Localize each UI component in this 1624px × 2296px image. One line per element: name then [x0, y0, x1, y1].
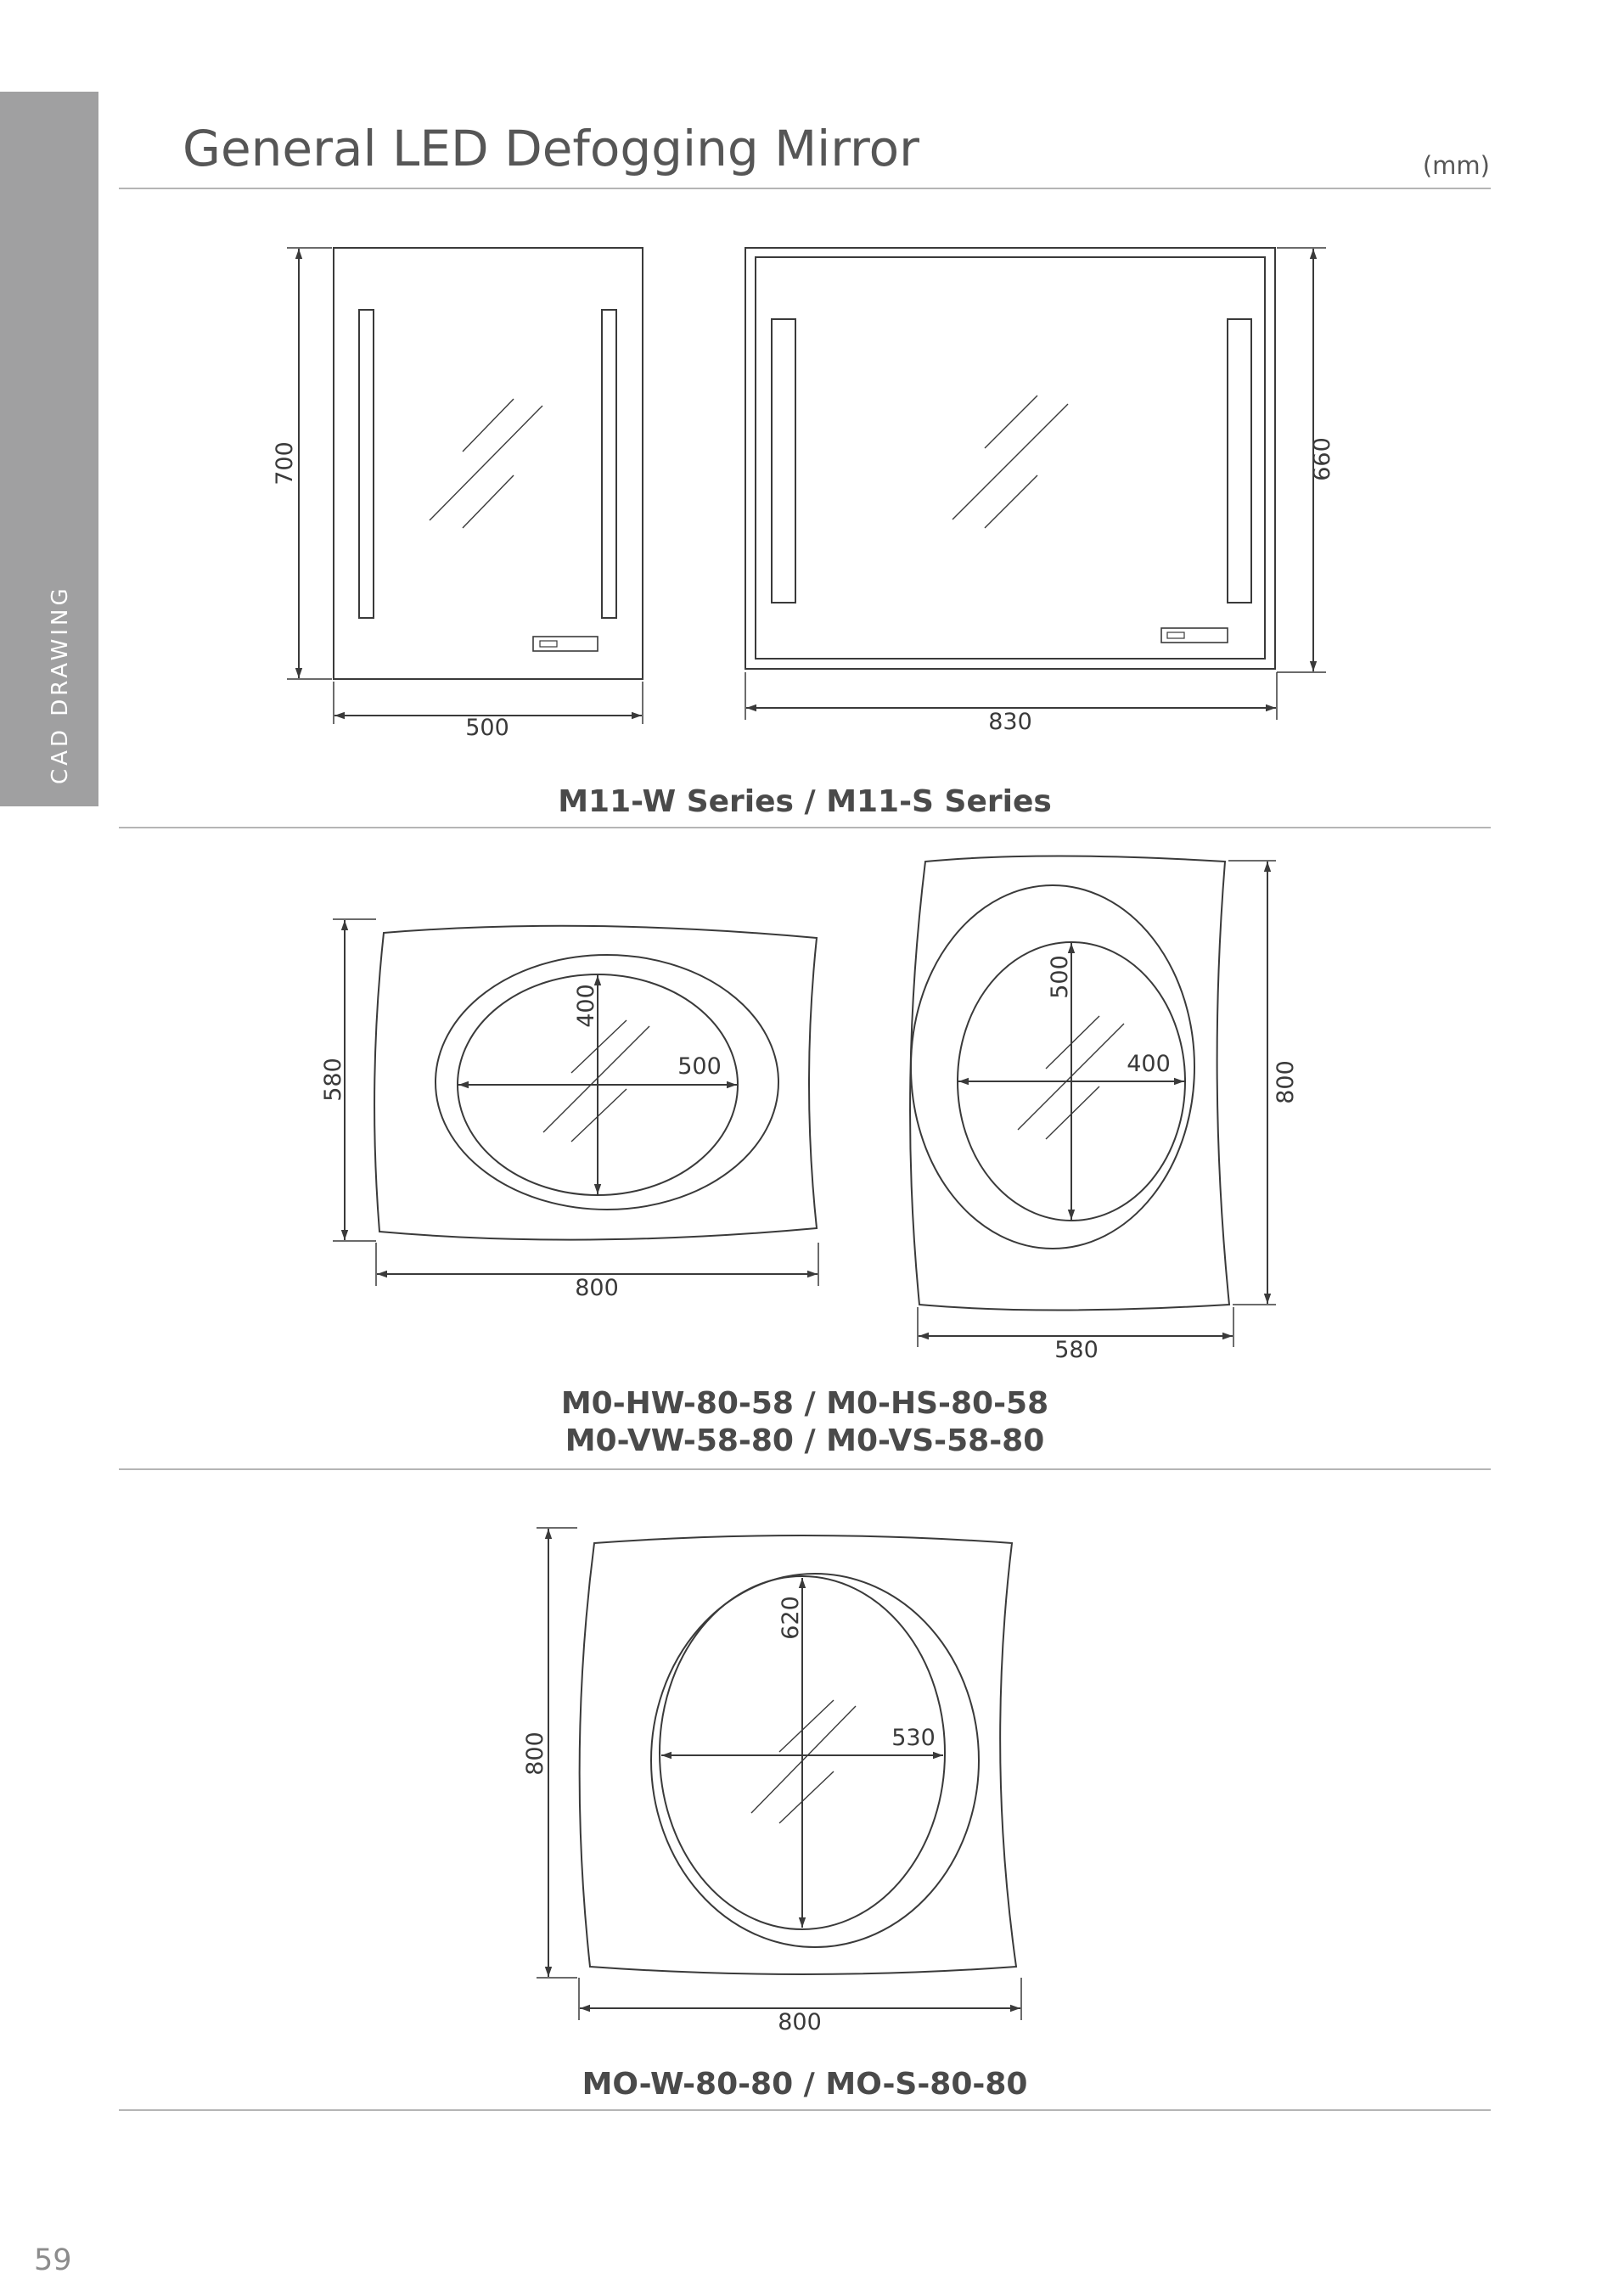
- section-divider: [119, 1468, 1491, 1470]
- defog-switch: [533, 637, 598, 651]
- section-divider: [119, 2109, 1491, 2111]
- dimension-label: 500: [1047, 955, 1073, 999]
- section-caption: MO-W-80-80 / MO-S-80-80: [582, 2067, 1028, 2102]
- dimension-label: 530: [891, 1725, 936, 1751]
- glass-reflection: [543, 1020, 649, 1142]
- glass-reflection: [430, 399, 542, 528]
- led-strip-left: [772, 319, 795, 603]
- switch-slot: [1167, 632, 1184, 638]
- dimension-label: 500: [677, 1053, 722, 1080]
- dimension-label: 620: [778, 1596, 804, 1640]
- mirror-outline: [374, 926, 817, 1240]
- dimension-label: 830: [988, 709, 1032, 735]
- section-caption: M11-W Series / M11-S Series: [558, 784, 1052, 819]
- led-strip-right: [1228, 319, 1251, 603]
- defog-switch: [1161, 628, 1228, 643]
- unit-label: (mm): [1422, 151, 1490, 180]
- switch-slot: [540, 641, 557, 647]
- led-oval: [436, 955, 778, 1210]
- mirror-outline: [334, 248, 643, 679]
- led-strip-right: [602, 310, 616, 618]
- sidebar-tab-label: CAD DRAWING: [48, 585, 73, 784]
- section-caption: M0-HW-80-58 / M0-HS-80-58: [560, 1386, 1049, 1421]
- drawing-m0-horizontal: [333, 919, 818, 1286]
- dimension-label: 400: [1127, 1051, 1171, 1077]
- dimension-label: 800: [522, 1732, 548, 1776]
- drawing-m0-vertical: [910, 856, 1276, 1348]
- dimension-label: 580: [1054, 1337, 1099, 1363]
- drawing-m11-small: [287, 248, 643, 724]
- page-title: General LED Defogging Mirror: [183, 120, 919, 177]
- led-strip-left: [359, 310, 374, 618]
- dimension-label: 800: [575, 1275, 619, 1301]
- section-caption: M0-VW-58-80 / M0-VS-58-80: [565, 1423, 1045, 1458]
- mirror-inner-frame: [756, 257, 1265, 659]
- mirror-outline: [745, 248, 1275, 669]
- dimension-label: 700: [272, 441, 298, 486]
- dimension-label: 660: [1309, 437, 1335, 481]
- page-number: 59: [34, 2243, 72, 2277]
- section-divider: [119, 827, 1491, 828]
- dimension-label: 500: [465, 715, 509, 741]
- dimension-label: 400: [573, 984, 599, 1028]
- glass-reflection: [751, 1700, 856, 1823]
- dimension-label: 580: [320, 1058, 346, 1102]
- dimension-label: 800: [1273, 1060, 1299, 1104]
- dimension-label: 800: [778, 2009, 822, 2035]
- drawing-m11-large: [745, 248, 1326, 720]
- glass-reflection: [952, 396, 1068, 528]
